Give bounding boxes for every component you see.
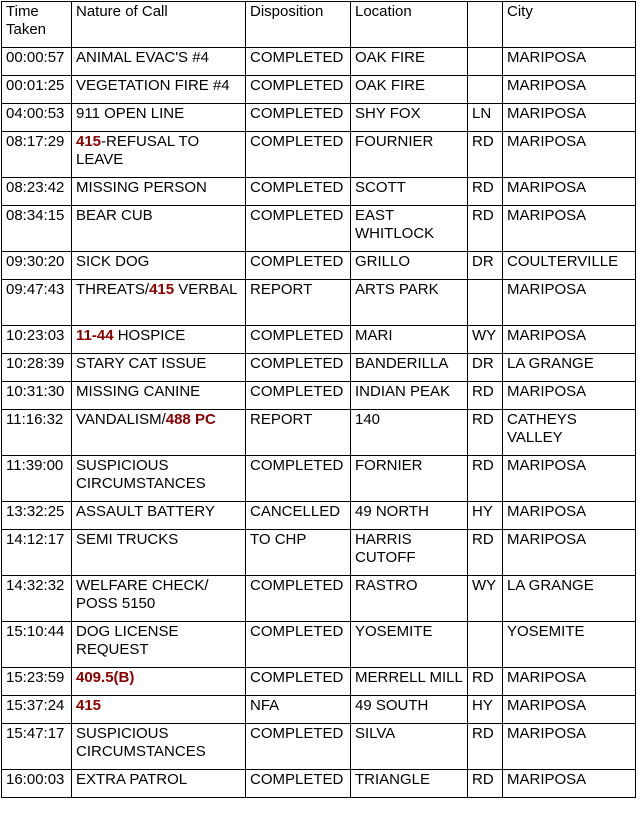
cell-time-taken: 15:37:24: [2, 696, 72, 724]
call-text: BEAR CUB: [76, 207, 153, 224]
cell-nature-of-call: [72, 696, 246, 724]
cell-time-taken: 11:16:32: [2, 410, 72, 456]
call-code: 415: [149, 281, 175, 298]
cell-nature-of-call: [72, 382, 246, 410]
cell-nature-of-call: [72, 132, 246, 178]
cell-nature-of-call: [72, 76, 246, 104]
table-row: [2, 410, 636, 456]
cell-location: MERRELL MILL: [351, 668, 468, 696]
call-text: SUSPICIOUS CIRCUMSTANCES: [76, 457, 206, 492]
table-row: [2, 354, 636, 382]
cell-time-taken: 10:28:39: [2, 354, 72, 382]
call-text: VEGETATION FIRE #4: [76, 77, 230, 94]
cell-disposition: COMPLETED: [246, 724, 351, 770]
cell-time-taken: 15:47:17: [2, 724, 72, 770]
cell-time-taken: 16:00:03: [2, 770, 72, 798]
cell-time-taken: 00:01:25: [2, 76, 72, 104]
cell-disposition: COMPLETED: [246, 206, 351, 252]
cell-city: LA GRANGE: [503, 576, 636, 622]
call-text: VANDALISM/: [76, 411, 166, 428]
cell-location: EAST WHITLOCK: [351, 206, 468, 252]
cell-street-suffix: WY: [468, 576, 503, 622]
table-row: [2, 206, 636, 252]
cell-location: SHY FOX: [351, 104, 468, 132]
cell-disposition: COMPLETED: [246, 622, 351, 668]
table-row: [2, 178, 636, 206]
cell-location: MARI: [351, 326, 468, 354]
cell-disposition: COMPLETED: [246, 576, 351, 622]
cell-city: MARIPOSA: [503, 76, 636, 104]
cell-city: MARIPOSA: [503, 456, 636, 502]
cell-disposition: COMPLETED: [246, 770, 351, 798]
call-text: SICK DOG: [76, 253, 150, 270]
cell-location: INDIAN PEAK: [351, 382, 468, 410]
cell-disposition: REPORT: [246, 410, 351, 456]
table-row: [2, 252, 636, 280]
cell-street-suffix: WY: [468, 326, 503, 354]
cell-disposition: COMPLETED: [246, 132, 351, 178]
cell-street-suffix: RD: [468, 456, 503, 502]
table-row: [2, 502, 636, 530]
cell-location: TRIANGLE: [351, 770, 468, 798]
cell-city: CATHEYS VALLEY: [503, 410, 636, 456]
cell-location: HARRIS CUTOFF: [351, 530, 468, 576]
cell-city: MARIPOSA: [503, 770, 636, 798]
cell-time-taken: 09:30:20: [2, 252, 72, 280]
cell-city: MARIPOSA: [503, 326, 636, 354]
call-code: 409.5(B): [76, 669, 135, 686]
cell-nature-of-call: [72, 178, 246, 206]
cell-nature-of-call: [72, 410, 246, 456]
cell-city: MARIPOSA: [503, 696, 636, 724]
cell-city: MARIPOSA: [503, 530, 636, 576]
cell-time-taken: 13:32:25: [2, 502, 72, 530]
cell-location: 49 SOUTH: [351, 696, 468, 724]
call-code: 415: [76, 133, 102, 150]
cell-street-suffix: [468, 76, 503, 104]
cell-time-taken: 14:32:32: [2, 576, 72, 622]
cell-location: 49 NORTH: [351, 502, 468, 530]
cell-street-suffix: RD: [468, 206, 503, 252]
cell-nature-of-call: [72, 280, 246, 326]
cell-city: MARIPOSA: [503, 382, 636, 410]
cell-location: OAK FIRE: [351, 48, 468, 76]
call-code: 415: [76, 697, 102, 714]
cell-time-taken: 04:00:53: [2, 104, 72, 132]
cell-disposition: COMPLETED: [246, 354, 351, 382]
cell-nature-of-call: [72, 206, 246, 252]
cell-street-suffix: LN: [468, 104, 503, 132]
call-text: EXTRA PATROL: [76, 771, 188, 788]
cell-city: MARIPOSA: [503, 724, 636, 770]
table-row: [2, 576, 636, 622]
cell-city: MARIPOSA: [503, 132, 636, 178]
call-text: STARY CAT ISSUE: [76, 355, 207, 372]
header-street-suffix: [468, 2, 503, 48]
cell-location: YOSEMITE: [351, 622, 468, 668]
cell-street-suffix: RD: [468, 668, 503, 696]
table-row: [2, 770, 636, 798]
cell-location: SCOTT: [351, 178, 468, 206]
cell-time-taken: 00:00:57: [2, 48, 72, 76]
call-code: 11-44: [76, 327, 114, 344]
cell-nature-of-call: [72, 724, 246, 770]
cell-nature-of-call: [72, 576, 246, 622]
header-row: [2, 2, 636, 48]
call-text: WELFARE CHECK/ POSS 5150: [76, 577, 209, 612]
cell-disposition: COMPLETED: [246, 252, 351, 280]
table-row: [2, 530, 636, 576]
cell-nature-of-call: [72, 622, 246, 668]
call-text: VERBAL: [174, 281, 238, 298]
cell-disposition: COMPLETED: [246, 104, 351, 132]
cell-time-taken: 10:31:30: [2, 382, 72, 410]
cell-disposition: COMPLETED: [246, 48, 351, 76]
cell-location: FORNIER: [351, 456, 468, 502]
cell-disposition: REPORT: [246, 280, 351, 326]
cell-street-suffix: DR: [468, 354, 503, 382]
cell-city: MARIPOSA: [503, 48, 636, 76]
call-log-table: [1, 1, 636, 798]
cell-time-taken: 08:23:42: [2, 178, 72, 206]
cell-nature-of-call: [72, 326, 246, 354]
cell-disposition: NFA: [246, 696, 351, 724]
cell-nature-of-call: [72, 104, 246, 132]
cell-street-suffix: RD: [468, 724, 503, 770]
cell-disposition: COMPLETED: [246, 178, 351, 206]
call-text: HOSPICE: [113, 327, 186, 344]
cell-location: FOURNIER: [351, 132, 468, 178]
header-disposition: Disposition: [246, 2, 351, 48]
cell-nature-of-call: [72, 502, 246, 530]
cell-time-taken: 08:17:29: [2, 132, 72, 178]
cell-disposition: COMPLETED: [246, 382, 351, 410]
cell-location: RASTRO: [351, 576, 468, 622]
cell-disposition: CANCELLED: [246, 502, 351, 530]
header-nature-of-call: Nature of Call: [72, 2, 246, 48]
cell-location: ARTS PARK: [351, 280, 468, 326]
cell-city: MARIPOSA: [503, 502, 636, 530]
header-location: Location: [351, 2, 468, 48]
call-log-body: [2, 48, 636, 798]
cell-street-suffix: HY: [468, 696, 503, 724]
cell-disposition: COMPLETED: [246, 76, 351, 104]
cell-city: MARIPOSA: [503, 104, 636, 132]
table-row: [2, 456, 636, 502]
cell-disposition: COMPLETED: [246, 326, 351, 354]
cell-time-taken: 15:10:44: [2, 622, 72, 668]
cell-nature-of-call: [72, 668, 246, 696]
cell-city: COULTERVILLE: [503, 252, 636, 280]
call-text: ANIMAL EVAC'S #4: [76, 49, 209, 66]
cell-city: MARIPOSA: [503, 178, 636, 206]
cell-location: GRILLO: [351, 252, 468, 280]
call-text: MISSING CANINE: [76, 383, 201, 400]
cell-city: MARIPOSA: [503, 668, 636, 696]
cell-street-suffix: RD: [468, 132, 503, 178]
cell-nature-of-call: [72, 48, 246, 76]
call-code: 488 PC: [165, 411, 216, 428]
cell-location: BANDERILLA: [351, 354, 468, 382]
call-text: 911 OPEN LINE: [76, 105, 185, 122]
table-row: [2, 326, 636, 354]
cell-location: 140: [351, 410, 468, 456]
cell-nature-of-call: [72, 456, 246, 502]
cell-street-suffix: DR: [468, 252, 503, 280]
cell-time-taken: 14:12:17: [2, 530, 72, 576]
cell-time-taken: 09:47:43: [2, 280, 72, 326]
cell-disposition: COMPLETED: [246, 668, 351, 696]
cell-nature-of-call: [72, 770, 246, 798]
cell-nature-of-call: [72, 530, 246, 576]
table-row: [2, 132, 636, 178]
cell-street-suffix: [468, 280, 503, 326]
call-text: SEMI TRUCKS: [76, 531, 179, 548]
call-text: MISSING PERSON: [76, 179, 207, 196]
cell-time-taken: 11:39:00: [2, 456, 72, 502]
cell-city: LA GRANGE: [503, 354, 636, 382]
call-text: SUSPICIOUS CIRCUMSTANCES: [76, 725, 206, 760]
header-city: City: [503, 2, 636, 48]
cell-street-suffix: RD: [468, 530, 503, 576]
cell-nature-of-call: [72, 354, 246, 382]
call-text: -REFUSAL TO LEAVE: [76, 133, 200, 168]
call-text: THREATS/: [76, 281, 150, 298]
cell-time-taken: 10:23:03: [2, 326, 72, 354]
cell-street-suffix: [468, 48, 503, 76]
cell-city: MARIPOSA: [503, 206, 636, 252]
cell-city: YOSEMITE: [503, 622, 636, 668]
table-row: [2, 668, 636, 696]
table-row: [2, 622, 636, 668]
table-row: [2, 382, 636, 410]
cell-location: OAK FIRE: [351, 76, 468, 104]
cell-location: SILVA: [351, 724, 468, 770]
table-row: [2, 696, 636, 724]
cell-disposition: TO CHP: [246, 530, 351, 576]
table-row: [2, 48, 636, 76]
table-row: [2, 280, 636, 326]
call-text: ASSAULT BATTERY: [76, 503, 215, 520]
cell-street-suffix: RD: [468, 410, 503, 456]
cell-street-suffix: RD: [468, 178, 503, 206]
call-text: DOG LICENSE REQUEST: [76, 623, 179, 658]
table-row: [2, 724, 636, 770]
cell-time-taken: 08:34:15: [2, 206, 72, 252]
cell-time-taken: 15:23:59: [2, 668, 72, 696]
cell-street-suffix: HY: [468, 502, 503, 530]
cell-nature-of-call: [72, 252, 246, 280]
cell-street-suffix: [468, 622, 503, 668]
cell-street-suffix: RD: [468, 382, 503, 410]
cell-disposition: COMPLETED: [246, 456, 351, 502]
table-row: [2, 104, 636, 132]
header-time-taken: Time Taken: [2, 2, 72, 48]
table-row: [2, 76, 636, 104]
cell-city: MARIPOSA: [503, 280, 636, 326]
cell-street-suffix: RD: [468, 770, 503, 798]
